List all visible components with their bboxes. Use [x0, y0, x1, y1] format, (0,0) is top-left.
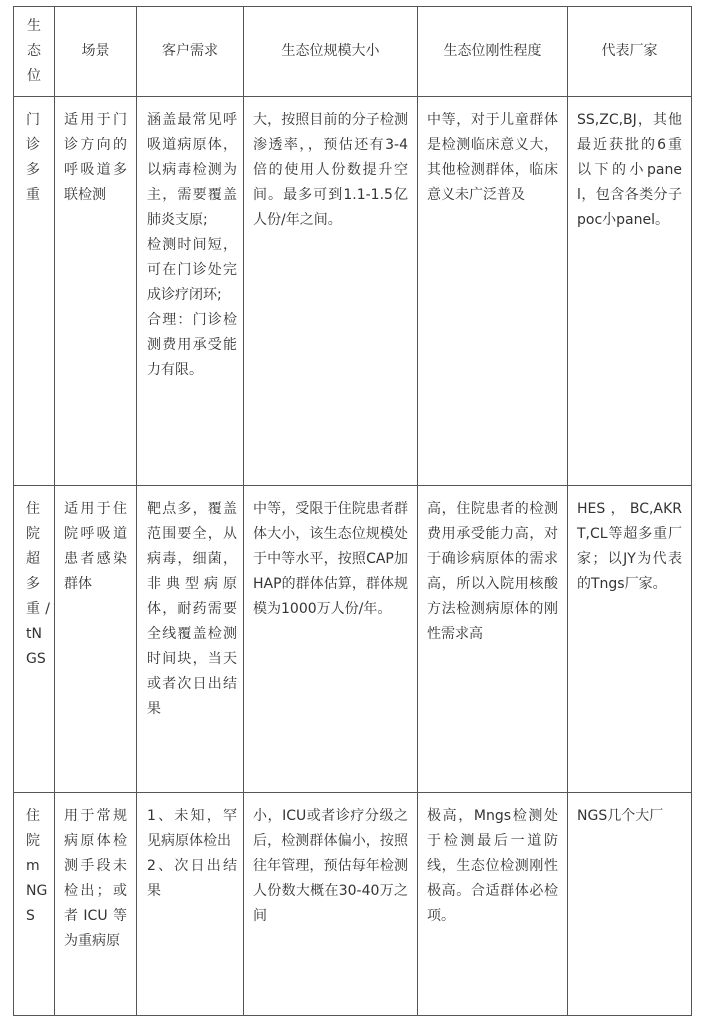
cell-scenario: 适用于门诊方向的呼吸道多联检测	[55, 97, 137, 486]
header-vendors: 代表厂家	[568, 7, 692, 97]
header-rigidity: 生态位刚性程度	[418, 7, 568, 97]
demand-paragraph: 2、次日出结果	[147, 858, 237, 899]
demand-paragraph: 涵盖最常见呼吸道病原体，以病毒检测为主，需要覆盖肺炎支原;	[147, 112, 237, 228]
header-scenario: 场景	[55, 7, 137, 97]
table-row	[14, 793, 692, 1016]
demand-paragraph: 靶点多，覆盖范围要全，从病毒，细菌，非典型病原体，耐药需要全线覆盖检测时间块，当天或者次日出结果	[147, 501, 237, 717]
cell-vendors: SS,ZC,BJ，其他最近获批的6重以下的小panel，包含各类分子poc小panel。	[568, 97, 692, 486]
demand-paragraph: 1、未知，罕见病原体检出	[147, 808, 237, 849]
cell-niche: 门诊多重	[14, 97, 55, 486]
header-scale: 生态位规模大小	[244, 7, 418, 97]
demand-paragraph: 检测时间短，可在门诊处完成诊疗闭环;	[147, 237, 237, 303]
cell-vendors: NGS几个大厂	[568, 793, 692, 1016]
table-row	[14, 486, 692, 793]
cell-scale: 中等，受限于住院患者群体大小，该生态位规模处于中等水平，按照CAP加HAP的群体估算，群体规模为1000万人份/年。	[244, 486, 418, 793]
cell-scenario: 适用于住院呼吸道患者感染群体	[55, 486, 137, 793]
cell-vendors: HES，BC,AKRT,CL等超多重厂家；以JY为代表的Tngs厂家。	[568, 486, 692, 793]
demand-paragraph: 合理：门诊检测费用承受能力有限。	[147, 312, 237, 378]
cell-scale: 大，按照目前的分子检测渗透率，，预估还有3-4倍的使用人份数提升空间。最多可到1.1-1.5亿人份/年之间。	[244, 97, 418, 486]
cell-rigidity: 中等，对于儿童群体是检测临床意义大，其他检测群体，临床意义未广泛普及	[418, 97, 568, 486]
header-niche: 生态位	[14, 7, 55, 97]
cell-demand	[137, 486, 244, 793]
cell-rigidity: 极高，Mngs检测处于检测最后一道防线，生态位检测刚性极高。合适群体必检项。	[418, 793, 568, 1016]
cell-rigidity: 高，住院患者的检测费用承受能力高，对于确诊病原体的需求高，所以入院用核酸方法检测病原体的刚性需求高	[418, 486, 568, 793]
cell-scenario: 用于常规病原体检测手段未检出；或者ICU等为重病原	[55, 793, 137, 1016]
cell-demand	[137, 793, 244, 1016]
cell-scale: 小，ICU或者诊疗分级之后，检测群体偏小，按照往年管理，预估每年检测人份数大概在30-40万之间	[244, 793, 418, 1016]
niche-table	[13, 6, 692, 1016]
cell-demand	[137, 97, 244, 486]
cell-niche: 住院mNGS	[14, 793, 55, 1016]
table-row	[14, 97, 692, 486]
header-demand: 客户需求	[137, 7, 244, 97]
header-row	[14, 7, 692, 97]
cell-niche: 住院超多重/tNGS	[14, 486, 55, 793]
